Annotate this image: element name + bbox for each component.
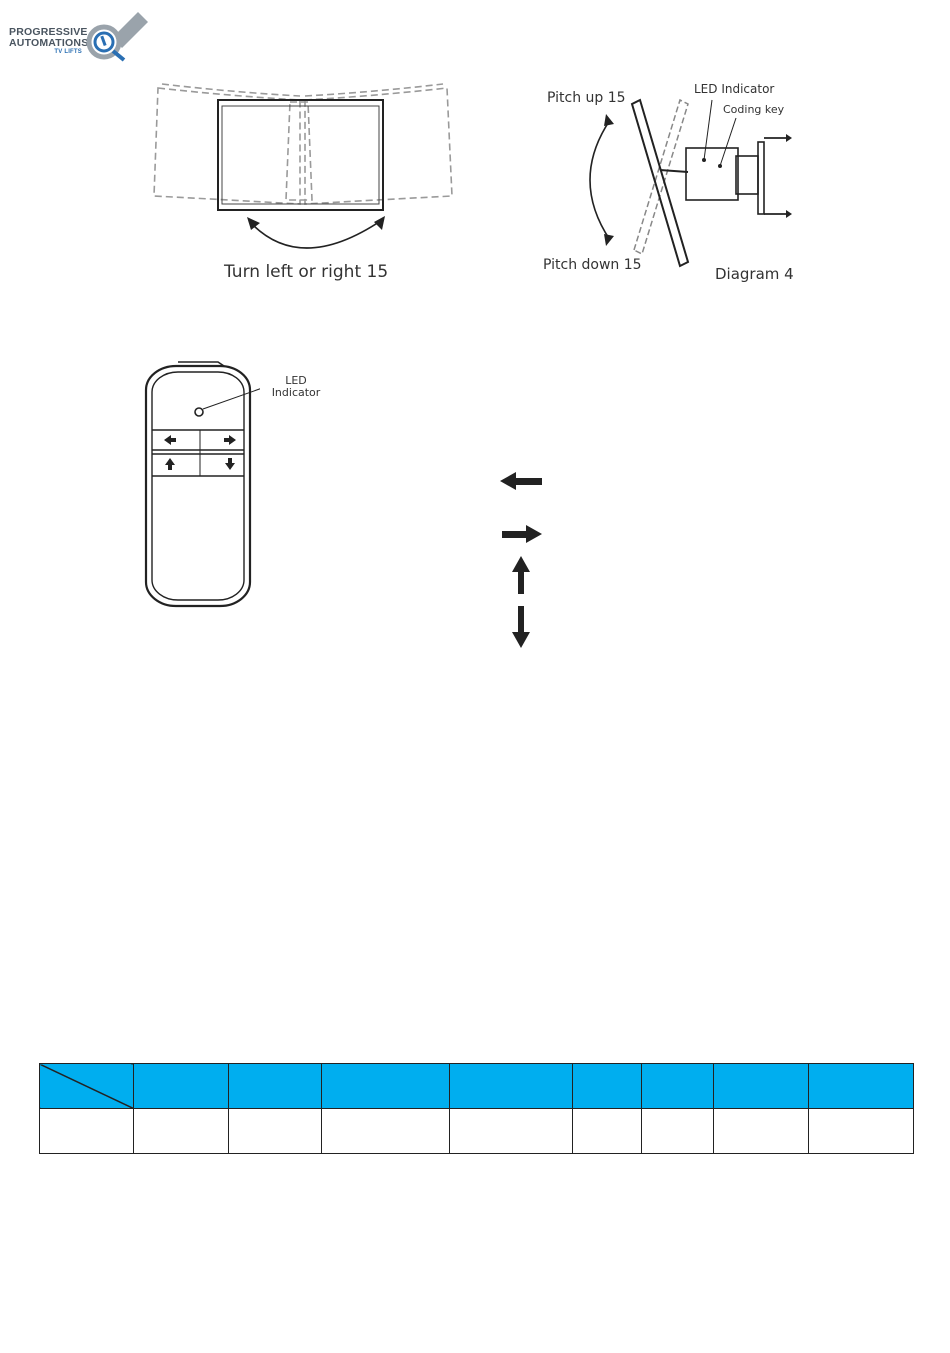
table-corner-cell <box>40 1064 134 1109</box>
table-cell <box>134 1109 229 1154</box>
table-header-cell <box>229 1064 322 1109</box>
pitch-up-label: Pitch up 15 <box>547 90 626 106</box>
spec-table <box>39 1063 914 1154</box>
remote-led-label <box>268 375 324 399</box>
table-cell <box>642 1109 714 1154</box>
table-header-cell <box>450 1064 573 1109</box>
table-header-cell <box>714 1064 809 1109</box>
diagram-4-label: Diagram 4 <box>715 265 794 283</box>
pitch-down-label: Pitch down 15 <box>543 257 642 273</box>
arrow-right-icon <box>502 525 542 543</box>
table-row <box>40 1109 914 1154</box>
table-header-cell <box>134 1064 229 1109</box>
remote-led-line-2: Indicator <box>271 386 321 399</box>
coding-key-label: Coding key <box>723 103 785 116</box>
magnifier-logo-icon <box>82 8 150 62</box>
table-cell <box>229 1109 322 1154</box>
table-cell <box>322 1109 450 1154</box>
table-cell <box>714 1109 809 1154</box>
table-cell <box>809 1109 914 1154</box>
arrow-down-icon <box>512 606 530 648</box>
table-header-cell <box>809 1064 914 1109</box>
logo-line-1: PROGRESSIVE <box>9 26 88 38</box>
remote-led-line-1: LED <box>285 374 307 387</box>
arrow-up-icon <box>512 556 530 594</box>
pitch-diagram <box>570 90 810 280</box>
table-cell <box>40 1109 134 1154</box>
swivel-diagram <box>150 80 455 260</box>
remote-control-diagram <box>140 358 260 610</box>
logo-text <box>9 27 88 56</box>
arrow-left-icon <box>500 472 542 490</box>
swivel-caption: Turn left or right 15 <box>224 262 389 282</box>
table-header-row <box>40 1064 914 1109</box>
table-header-cell <box>642 1064 714 1109</box>
led-indicator-label: LED Indicator <box>694 82 775 96</box>
table-header-cell <box>322 1064 450 1109</box>
logo-tagline: TV LIFTS <box>54 49 82 55</box>
table-cell <box>573 1109 642 1154</box>
table-cell <box>450 1109 573 1154</box>
direction-arrows <box>498 468 546 650</box>
table-header-cell <box>573 1064 642 1109</box>
logo-line-2: AUTOMATIONS <box>9 37 89 49</box>
